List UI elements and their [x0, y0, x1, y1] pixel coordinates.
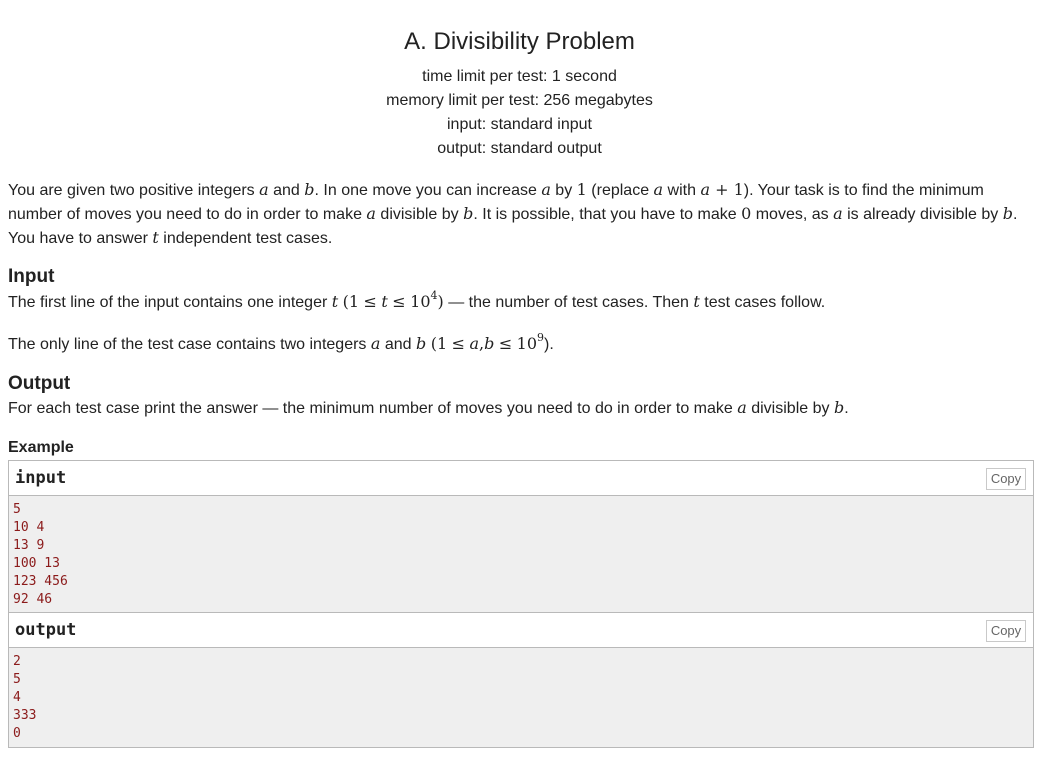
- math-var: a: [469, 334, 480, 353]
- example-input-line: 5: [13, 502, 21, 517]
- statement-text: You are given two positive integers: [8, 182, 260, 199]
- input-text: — the number of test cases. Then: [443, 294, 694, 311]
- statement-text: with: [663, 182, 701, 199]
- problem-header: [0, 27, 1039, 161]
- math-var: a: [700, 180, 710, 199]
- output-section-title: Output: [8, 373, 71, 394]
- input-text: The first line of the input contains one integer: [8, 294, 332, 311]
- input-text: The only line of the test case contains two integers: [8, 336, 371, 353]
- math-number: 1: [733, 180, 744, 199]
- math-paren: ): [437, 292, 444, 311]
- input-text: and: [380, 336, 417, 353]
- example-input-line: 10 4: [13, 520, 45, 535]
- example-output-line: 4: [13, 690, 21, 705]
- math-number: 1: [576, 180, 587, 199]
- math-var: a: [259, 180, 269, 199]
- math-var: b: [304, 180, 315, 199]
- example-output-content[interactable]: [9, 648, 1033, 747]
- math-var: t: [331, 292, 339, 311]
- math-var: a: [366, 204, 376, 223]
- math-operator: +: [709, 180, 734, 199]
- math-operator: ≤: [392, 292, 406, 311]
- copy-output-button[interactable]: Copy: [986, 620, 1026, 642]
- example-output-label: output: [15, 620, 77, 640]
- statement-text: . In one move you can increase: [314, 182, 542, 199]
- problem-limits: [0, 65, 1039, 161]
- math-var: t: [693, 292, 700, 311]
- math-var: a: [833, 204, 843, 223]
- math-number: 1: [348, 292, 360, 311]
- math-exponent: 4: [430, 289, 438, 302]
- math-var: t: [381, 292, 388, 311]
- input-file: input: standard input: [447, 116, 592, 133]
- statement-text: . You have to answer: [8, 206, 1018, 247]
- example-input-line: 123 456: [13, 574, 68, 589]
- math-var: a: [541, 180, 551, 199]
- math-paren: (: [342, 292, 349, 311]
- example-title: Example: [8, 439, 74, 456]
- example-output-header: [9, 613, 1033, 648]
- output-text: For each test case print the answer — the minimum number of moves you need to do in order to make: [8, 400, 738, 417]
- statement-text: by: [550, 182, 577, 199]
- statement-text: moves, as: [751, 206, 834, 223]
- math-number: 10: [410, 292, 431, 311]
- example-input-label: input: [15, 468, 67, 488]
- statement-text: and: [268, 182, 305, 199]
- input-paragraph-1: [8, 290, 1032, 314]
- problem-statement: [8, 178, 1032, 250]
- example-input-header: [9, 461, 1033, 496]
- example-input-line: 100 13: [13, 556, 60, 571]
- math-number: 10: [516, 334, 538, 353]
- statement-text: . It is possible, that you have to make: [473, 206, 742, 223]
- math-var: b: [416, 334, 427, 353]
- statement-text: divisible by: [375, 206, 464, 223]
- math-paren: (: [430, 334, 437, 353]
- math-operator: ≤: [363, 292, 377, 311]
- math-var: a: [737, 398, 747, 417]
- input-text: ).: [544, 336, 554, 353]
- math-number: 1: [436, 334, 448, 353]
- example-output-line: 2: [13, 654, 21, 669]
- math-var: b: [463, 204, 474, 223]
- example-output-line: 0: [13, 726, 21, 741]
- time-limit: time limit per test: 1 second: [422, 68, 617, 85]
- math-operator: ≤: [451, 334, 466, 353]
- math-var: a: [653, 180, 664, 199]
- math-var: b: [833, 398, 845, 417]
- input-paragraph-2: [8, 332, 1032, 356]
- math-number: 0: [741, 204, 752, 223]
- math-comma: ,: [479, 334, 485, 353]
- output-text: divisible by: [746, 400, 834, 417]
- math-var: a: [370, 334, 381, 353]
- statement-text: is already divisible by: [842, 206, 1003, 223]
- example-output-box: [8, 612, 1034, 748]
- output-paragraph: [8, 396, 1032, 420]
- example-input-box: [8, 460, 1034, 614]
- math-operator: ≤: [498, 334, 513, 353]
- output-text: .: [844, 400, 849, 417]
- example-output-line: 5: [13, 672, 21, 687]
- math-var: b: [1002, 204, 1013, 223]
- output-file: output: standard output: [437, 140, 602, 157]
- problem-title: A. Divisibility Problem: [404, 28, 635, 55]
- example-input-line: 92 46: [13, 592, 53, 607]
- example-input-content[interactable]: [9, 496, 1033, 613]
- copy-input-button[interactable]: Copy: [986, 468, 1026, 490]
- statement-text: ). Your task is to find the minimum number of moves you need to do in order to make: [8, 182, 984, 223]
- statement-text: (replace: [586, 182, 654, 199]
- math-var: t: [152, 228, 159, 247]
- memory-limit: memory limit per test: 256 megabytes: [386, 92, 653, 109]
- example-output-line: 333: [13, 708, 37, 723]
- input-text: test cases follow.: [699, 294, 826, 311]
- math-exponent: 9: [537, 331, 545, 344]
- input-section-title: Input: [8, 266, 55, 287]
- math-var: b: [484, 334, 495, 353]
- example-input-line: 13 9: [13, 538, 45, 553]
- statement-text: independent test cases.: [158, 230, 333, 247]
